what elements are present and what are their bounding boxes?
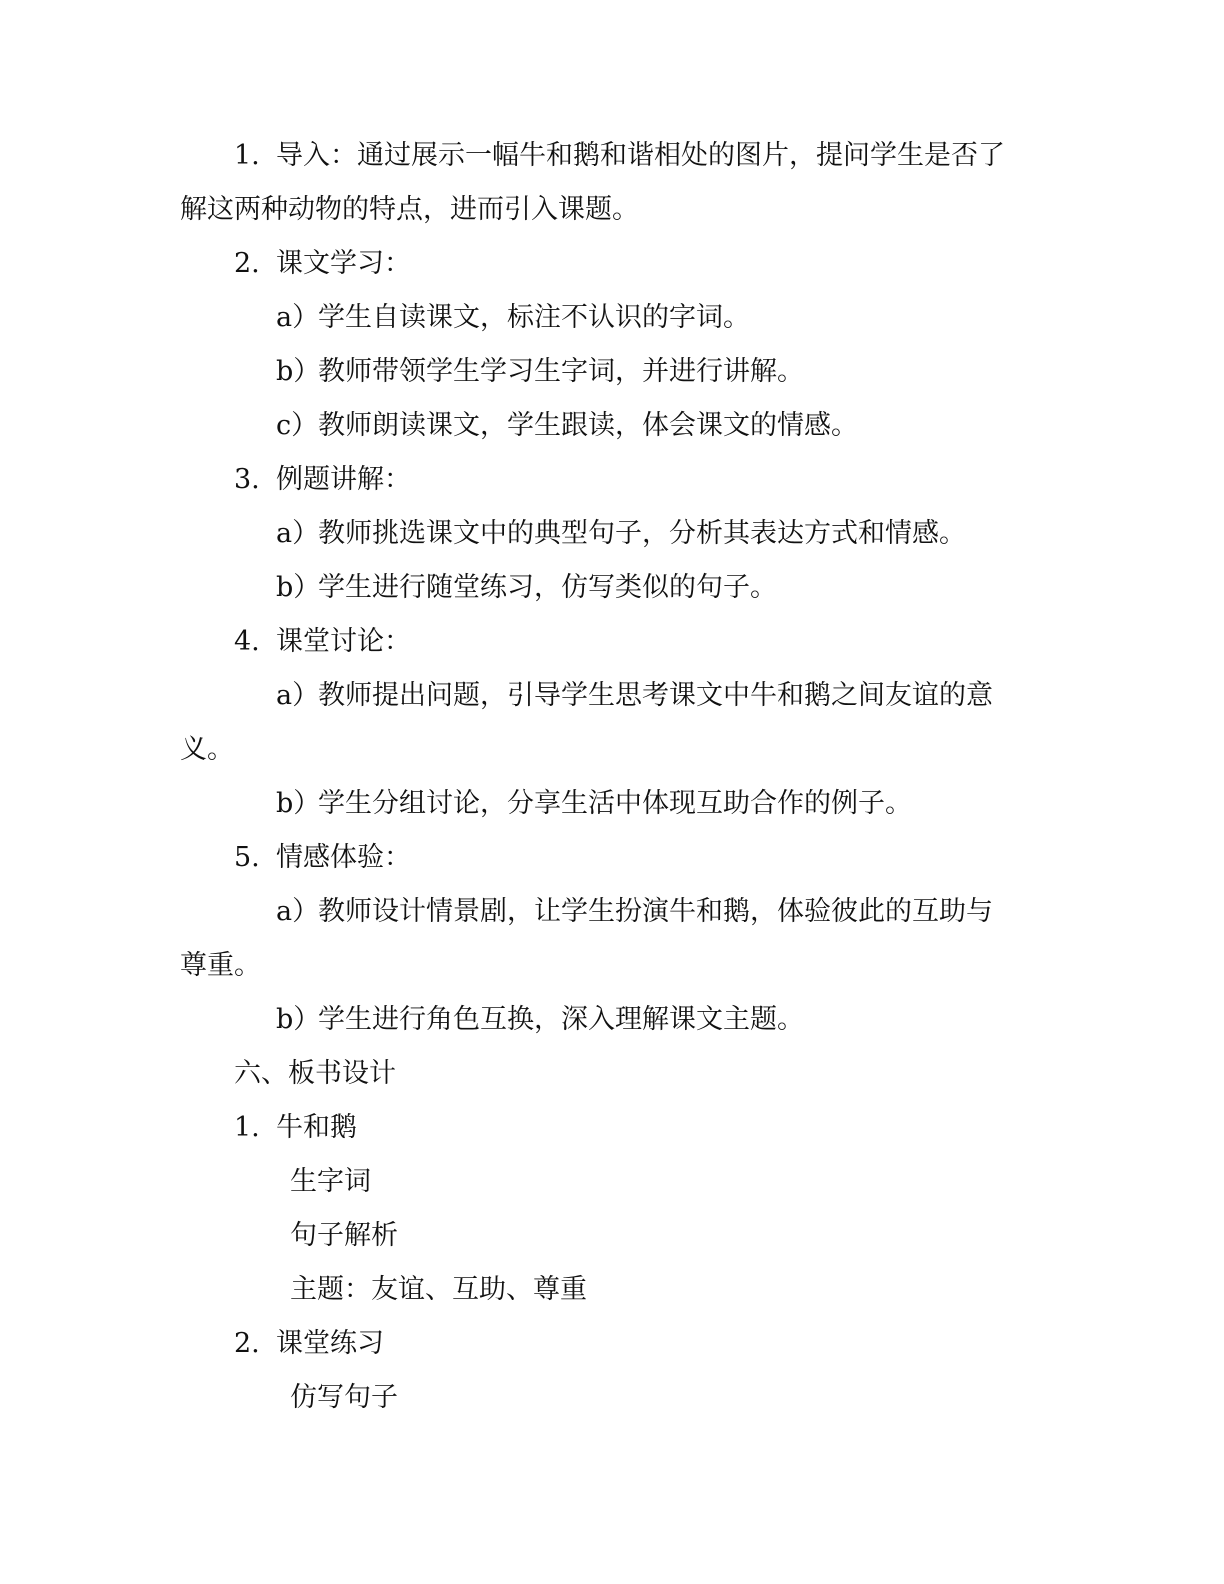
sub-text: 学生自读课文，标注不认识的字词。 (318, 302, 750, 333)
sub-letter: b） (276, 788, 321, 819)
sub-letter: a） (276, 680, 320, 711)
sub-item-2b (276, 354, 804, 390)
list-item-2 (234, 246, 411, 282)
sub-letter: b） (276, 1004, 321, 1035)
board-text: 句子解析 (290, 1220, 398, 1251)
sub-letter: b） (276, 572, 321, 603)
sub-letter: a） (276, 518, 320, 549)
sub-text: 义。 (180, 734, 234, 765)
list-text: 课堂练习 (276, 1328, 384, 1359)
sub-text: 学生进行角色互换，深入理解课文主题。 (318, 1004, 804, 1035)
list-text: 导入：通过展示一幅牛和鹅和谐相处的图片，提问学生是否了 (276, 140, 1005, 171)
board-item-2 (234, 1326, 384, 1362)
sub-item-5a (276, 894, 993, 930)
list-text: 例题讲解： (276, 464, 411, 495)
sub-text: 教师挑选课文中的典型句子，分析其表达方式和情感。 (318, 518, 966, 549)
sub-item-5a-continuation (180, 948, 261, 984)
list-item-4 (234, 624, 411, 660)
sub-text: 教师朗读课文，学生跟读，体会课文的情感。 (318, 410, 858, 441)
sub-text: 学生分组讨论，分享生活中体现互助合作的例子。 (318, 788, 912, 819)
sub-letter: b） (276, 356, 321, 387)
section-heading (234, 1056, 396, 1092)
board-text: 主题：友谊、互助、尊重 (290, 1274, 587, 1305)
sub-letter: a） (276, 896, 320, 927)
list-number: 5. (234, 842, 260, 873)
sub-letter: c） (276, 410, 319, 441)
section-title: 六、板书设计 (234, 1058, 396, 1089)
sub-text: 教师设计情景剧，让学生扮演牛和鹅，体验彼此的互助与 (318, 896, 993, 927)
list-number: 4. (234, 626, 260, 657)
board-subline (290, 1380, 398, 1416)
sub-text: 教师带领学生学习生字词，并进行讲解。 (318, 356, 804, 387)
sub-item-2a (276, 300, 750, 336)
list-text: 情感体验： (276, 842, 411, 873)
board-text: 仿写句子 (290, 1382, 398, 1413)
list-item-1-continuation (180, 192, 639, 228)
sub-item-4a (276, 678, 993, 714)
board-subline (290, 1218, 398, 1254)
sub-letter: a） (276, 302, 320, 333)
list-number: 1. (234, 1112, 260, 1143)
sub-text: 学生进行随堂练习，仿写类似的句子。 (318, 572, 777, 603)
list-text: 课堂讨论： (276, 626, 411, 657)
sub-item-4b (276, 786, 912, 822)
sub-item-5b (276, 1002, 804, 1038)
sub-item-4a-continuation (180, 732, 234, 768)
sub-item-2c (276, 408, 858, 444)
list-item-3 (234, 462, 411, 498)
list-item-5 (234, 840, 411, 876)
board-item-1 (234, 1110, 357, 1146)
list-number: 3. (234, 464, 260, 495)
sub-item-3b (276, 570, 777, 606)
list-number: 2. (234, 248, 260, 279)
sub-text: 教师提出问题，引导学生思考课文中牛和鹅之间友谊的意 (318, 680, 993, 711)
board-subline (290, 1272, 587, 1308)
board-subline (290, 1164, 371, 1200)
sub-item-3a (276, 516, 966, 552)
list-number: 2. (234, 1328, 260, 1359)
list-number: 1. (234, 140, 260, 171)
list-text: 牛和鹅 (276, 1112, 357, 1143)
board-text: 生字词 (290, 1166, 371, 1197)
sub-text: 尊重。 (180, 950, 261, 981)
list-item-1 (234, 138, 1005, 174)
list-text: 解这两种动物的特点，进而引入课题。 (180, 194, 639, 225)
list-text: 课文学习： (276, 248, 411, 279)
